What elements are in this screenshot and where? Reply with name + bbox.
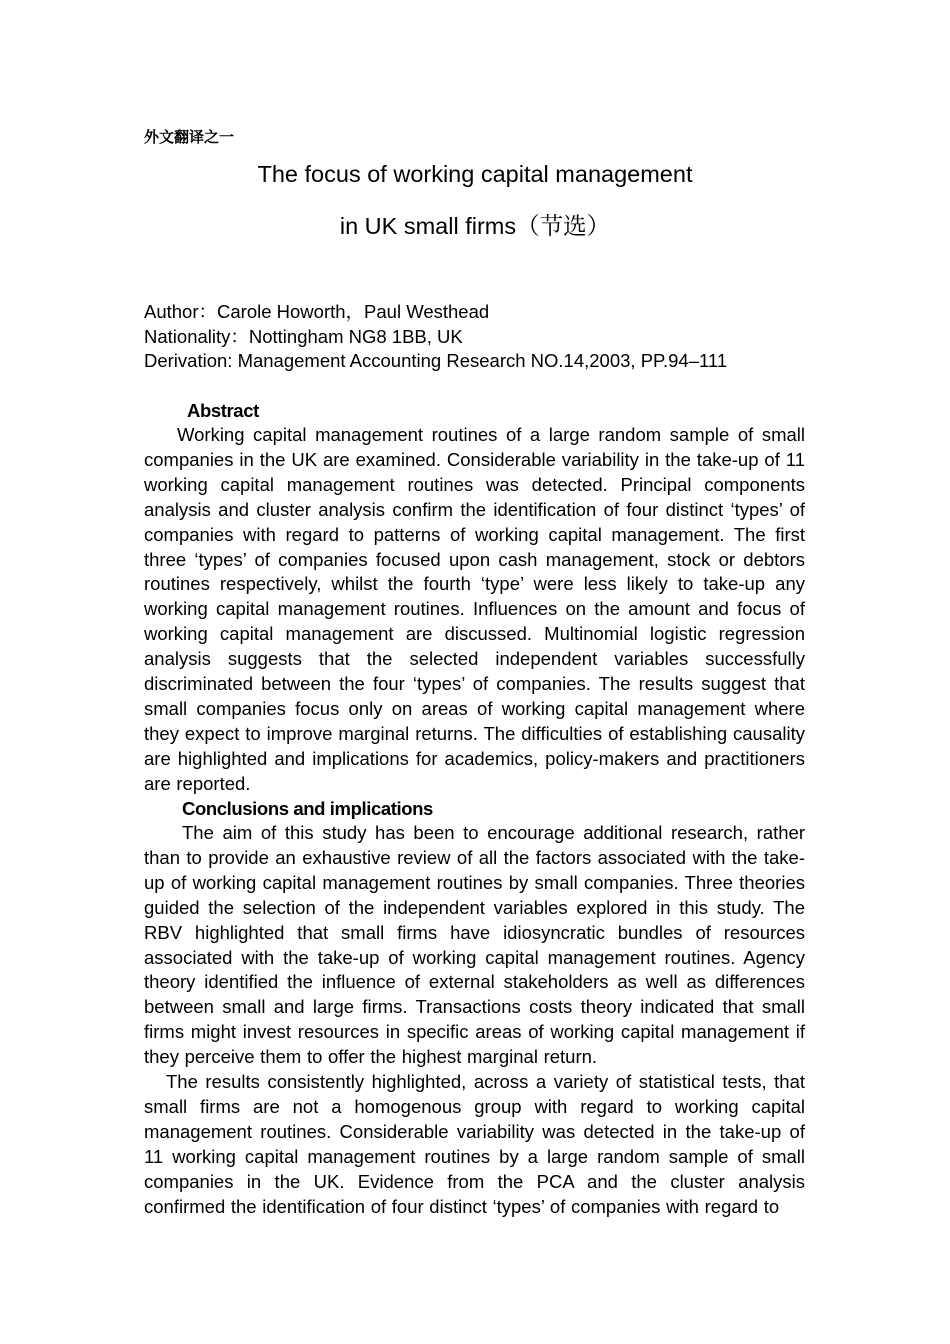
- document-title-line-2: in UK small firms（节选）: [339, 213, 611, 239]
- conclusions-heading: Conclusions and implications: [182, 798, 433, 819]
- derivation-line: Derivation: Management Accounting Research NO.14,2003, PP.94–111: [144, 350, 728, 371]
- conclusions-paragraph-2: The results consistently highlighted, across a variety of statistical tests, that small firms are not a homogenous group with regard to working capital management routines. Considerable variability was detected in the take-up of 11 working capital management routines by a large random sample of small companies in the UK. Evidence from the PCA and the cluster analysis confirmed the identification of four distinct ‘types’ of companies with regard to: [144, 1071, 805, 1217]
- conclusions-paragraph-1: The aim of this study has been to encourage additional research, rather than to provide an exhaustive review of all the factors associated with the take-up of working capital management routines by small companies. Three theories guided the selection of the independent variables explored in this study. The RBV highlighted that small firms have idiosyncratic bundles of resources associated with the take-up of working capital management routines. Agency theory identified the influence of external stakeholders as well as differences between small and large firms. Transactions costs theory indicated that small firms might invest resources in specific areas of working capital management if they perceive them to offer the highest marginal return.: [144, 822, 805, 1068]
- nationality-line: Nationality：Nottingham NG8 1BB, UK: [144, 326, 463, 347]
- document-header-label: 外文翻译之一: [144, 129, 235, 146]
- document-title-line-1: The focus of working capital management: [257, 161, 693, 187]
- abstract-paragraph: Working capital management routines of a large random sample of small companies in the UK are examined. Considerable variability in the take-up of 11 working capital management routines was detected. Principal components analysis and cluster analysis confirm the identification of four distinct ‘types’ of companies with regard to patterns of working capital management. The first three ‘types’ of companies focused upon cash management, stock or debtors routines respectively, whilst the fourth ‘type’ were less likely to take-up any working capital management routines. Influences on the amount and focus of working capital management are discussed. Multinomial logistic regression analysis suggests that the selected independent variables successfully discriminated between the four ‘types’ of companies. The results suggest that small companies focus only on areas of working capital management where they expect to improve marginal returns. The difficulties of establishing causality are highlighted and implications for academics, policy-makers and practitioners are reported.: [144, 424, 805, 794]
- abstract-heading: Abstract: [187, 400, 259, 421]
- author-line: Author：Carole Howorth，Paul Westhead: [144, 301, 490, 322]
